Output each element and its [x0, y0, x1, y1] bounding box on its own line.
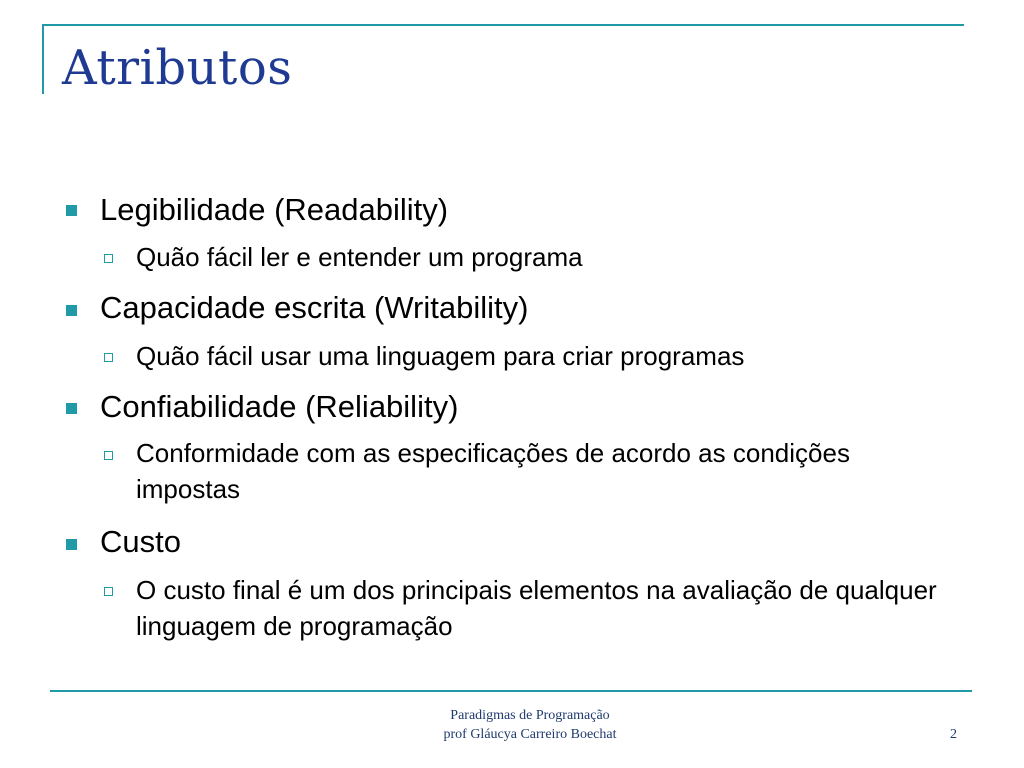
footer-course: Paradigmas de Programação [450, 708, 610, 723]
sub-bullet-reliability: Conformidade com as especificações de acordo as condições impostas [136, 438, 850, 504]
filled-square-icon [66, 539, 77, 550]
footer-professor: prof Gláucya Carreiro Boechat [443, 727, 617, 742]
bullet-item-cost: Custo [100, 524, 181, 559]
footer [380, 706, 680, 744]
slide-title: Atributos [62, 40, 293, 96]
title-frame-top-line [42, 24, 964, 26]
title-frame-left-line [42, 24, 44, 94]
bullet-item-reliability: Confiabilidade (Reliability) [100, 389, 459, 424]
bullet-item-writability: Capacidade escrita (Writability) [100, 290, 529, 325]
hollow-square-icon [104, 254, 113, 263]
footer-line [50, 690, 972, 692]
sub-bullet-cost: O custo final é um dos principais elementos na avaliação de qualquer linguagem de programação [136, 575, 937, 641]
filled-square-icon [66, 205, 77, 216]
bullet-item-readability: Legibilidade (Readability) [100, 192, 449, 227]
sub-bullet-readability: Quão fácil ler e entender um programa [136, 242, 583, 272]
hollow-square-icon [104, 587, 113, 596]
sub-bullet-writability: Quão fácil usar uma linguagem para criar programas [136, 341, 745, 371]
page-number: 2 [950, 727, 957, 742]
filled-square-icon [66, 403, 77, 414]
filled-square-icon [66, 305, 77, 316]
hollow-square-icon [104, 353, 113, 362]
hollow-square-icon [104, 451, 113, 460]
